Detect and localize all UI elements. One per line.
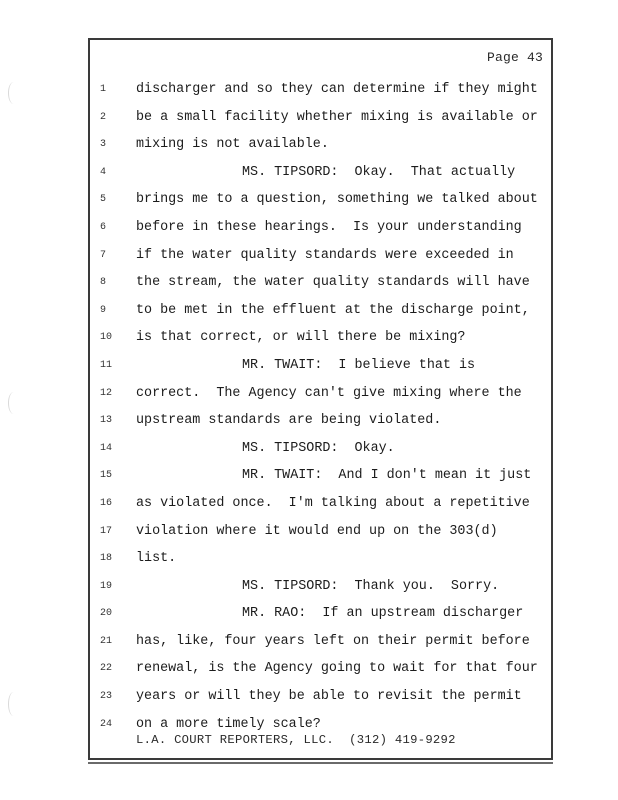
- transcript-line: on a more timely scale?: [136, 716, 321, 732]
- line-number: 20: [100, 608, 113, 620]
- line-number: 2: [100, 111, 107, 123]
- transcript-line: as violated once. I'm talking about a repetitive: [136, 495, 530, 511]
- transcript-line: brings me to a question, something we talked about: [136, 192, 538, 208]
- line-number: 23: [100, 691, 113, 703]
- transcript-line: has, like, four years left on their permit before: [136, 633, 530, 649]
- line-number: 12: [100, 387, 113, 399]
- transcript-line: discharger and so they can determine if they might: [136, 82, 538, 97]
- line-number: 17: [100, 525, 113, 537]
- line-number: 1: [100, 84, 107, 95]
- line-number: 9: [100, 304, 107, 316]
- speaker-line: MR. RAO: If an upstream discharger: [242, 606, 524, 622]
- line-number: 13: [100, 415, 113, 427]
- line-number: 15: [100, 470, 113, 482]
- line-number: 16: [100, 497, 113, 509]
- speaker-line: MR. TWAIT: I believe that is: [242, 357, 476, 373]
- line-number: 8: [100, 277, 107, 289]
- line-number: 18: [100, 553, 113, 565]
- line-number: 11: [100, 359, 113, 371]
- line-number: 19: [100, 580, 113, 592]
- transcript-line: violation where it would end up on the 303(d): [136, 523, 498, 539]
- transcript-line: the stream, the water quality standards will have: [136, 275, 530, 291]
- transcript-line: be a small facility whether mixing is available or: [136, 109, 538, 125]
- transcript-body: [136, 76, 548, 738]
- line-number: 22: [100, 663, 113, 675]
- transcript-line: renewal, is the Agency going to wait for that four: [136, 661, 538, 677]
- line-number: 7: [100, 249, 107, 261]
- line-number: 21: [100, 635, 113, 647]
- transcript-line: list.: [136, 551, 177, 567]
- speaker-line: MR. TWAIT: And I don't mean it just: [242, 468, 532, 484]
- court-reporter-footer: L.A. COURT REPORTERS, LLC. (312) 419-9292: [136, 733, 456, 747]
- transcript-line: is that correct, or will there be mixing?: [136, 330, 466, 346]
- transcript-line: before in these hearings. Is your understanding: [136, 219, 522, 235]
- speaker-line: MS. TIPSORD: Thank you. Sorry.: [242, 578, 500, 594]
- line-number: 6: [100, 221, 107, 233]
- scan-mark-middle: [8, 392, 19, 414]
- transcript-line: upstream standards are being violated.: [136, 413, 442, 429]
- page-number: Page 43: [486, 50, 543, 65]
- line-number: 10: [100, 332, 113, 344]
- line-number: 3: [100, 139, 107, 151]
- transcript-line: correct. The Agency can't give mixing where the: [136, 385, 522, 401]
- transcript-line: years or will they be able to revisit the permit: [136, 689, 522, 705]
- transcript-line: to be met in the effluent at the discharge point,: [136, 302, 530, 318]
- line-number: 24: [100, 718, 113, 730]
- transcript-line: if the water quality standards were exceeded in: [136, 247, 514, 263]
- speaker-line: MS. TIPSORD: Okay. That actually: [242, 164, 516, 180]
- line-number: 4: [100, 166, 107, 178]
- scan-mark-top: [8, 82, 19, 104]
- line-number-column: [100, 76, 124, 738]
- transcript-line: mixing is not available.: [136, 137, 329, 153]
- line-number: 5: [100, 194, 107, 206]
- scan-mark-bottom: [8, 692, 19, 716]
- line-number: 14: [100, 442, 113, 454]
- speaker-line: MS. TIPSORD: Okay.: [242, 440, 395, 456]
